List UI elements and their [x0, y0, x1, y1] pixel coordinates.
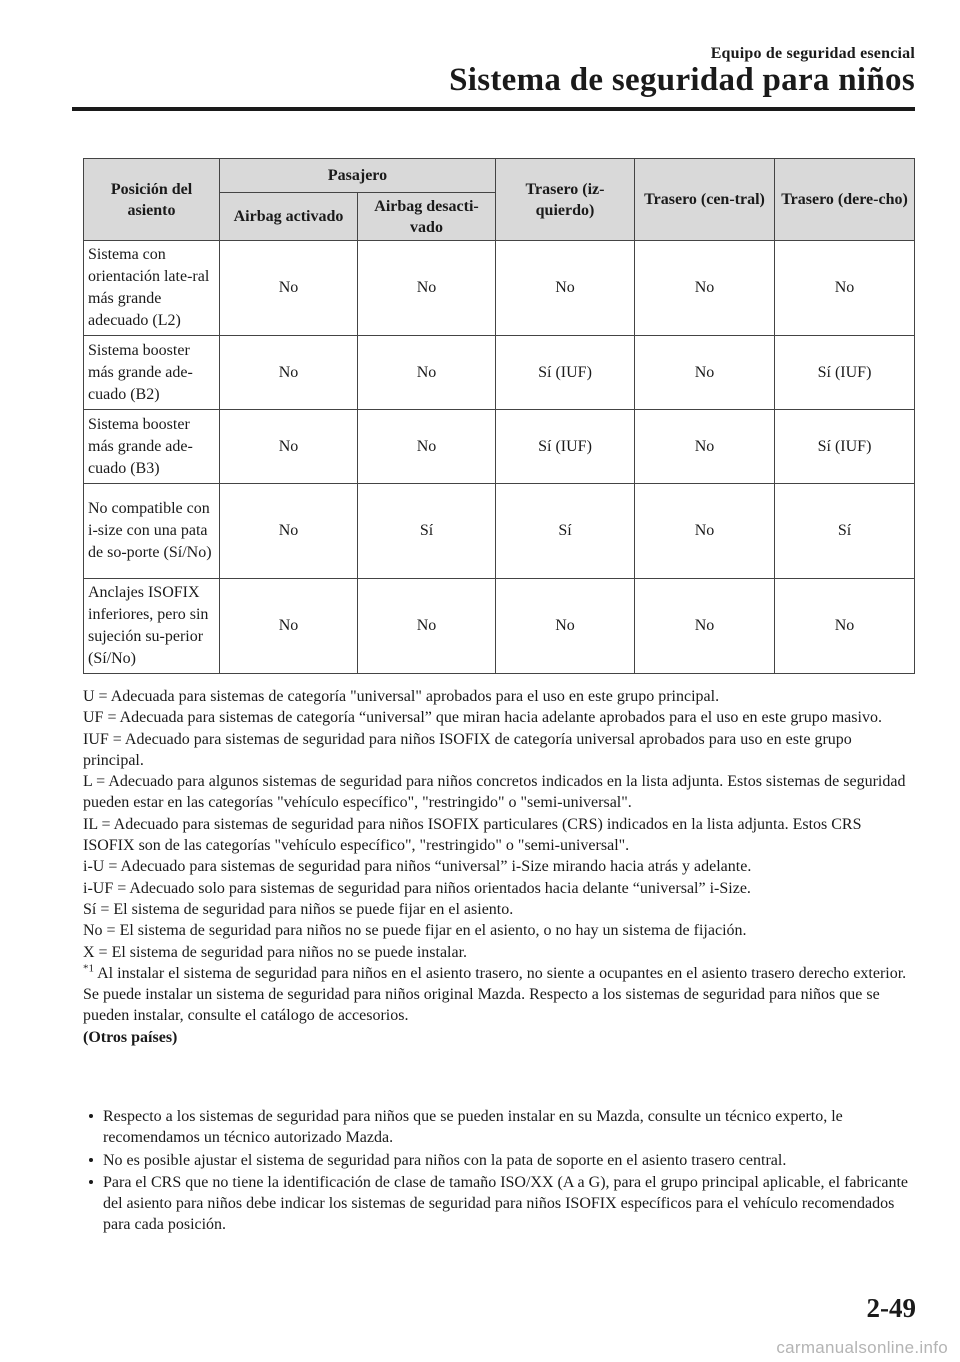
note-u: U = Adecuada para sistemas de categoría "universal" aprobados para el uso en este grupo principal.: [83, 688, 720, 705]
header-rear-center: Trasero (cen-tral): [635, 159, 775, 241]
bullet-list: [83, 1106, 915, 1237]
table-cell: Sí (IUF): [775, 410, 915, 484]
row-label: Sistema booster más grande ade-cuado (B2): [84, 336, 220, 410]
header-airbag-on: Airbag activado: [220, 193, 358, 241]
list-item-text: Para el CRS que no tiene la identificación de clase de tamaño ISO/XX (A a G), para el grupo principal aplicable, el fabricante del asiento para niños debe indicar los sistemas de seguridad para niños ISOFIX específicos para el vehículo recomendados para cada posición.: [103, 1173, 909, 1234]
row-label: No compatible con i-size con una pata de so-porte (Sí/No): [84, 484, 220, 579]
table-cell: No: [496, 579, 635, 674]
page-title: Sistema de seguridad para niños: [449, 62, 915, 98]
child-seat-table: [83, 158, 915, 674]
table-cell: Sí: [496, 484, 635, 579]
table-cell: No: [358, 579, 496, 674]
note-il: IL = Adecuado para sistemas de seguridad para niños ISOFIX particulares (CRS) indicados en la lista adjunta. Estos CRS ISOFIX son de las categorías "vehículo específico", "restringido" o "semi-universal".: [83, 815, 862, 855]
bullet-icon: [89, 1158, 93, 1162]
note-x: X = El sistema de seguridad para niños no se puede instalar.: [83, 943, 468, 961]
footnote-mark: *1: [83, 962, 94, 975]
table-cell: No: [220, 241, 358, 336]
legend-notes: [83, 686, 915, 1048]
table-cell: No: [220, 484, 358, 579]
footnote: [83, 963, 915, 984]
row-label: Sistema con orientación late-ral más grande adecuado (L2): [84, 241, 220, 336]
note-iuf: IUF = Adecuado para sistemas de seguridad para niños ISOFIX de categoría universal aprobados para uso en este grupo principal.: [83, 730, 852, 769]
table-cell: Sí: [358, 484, 496, 579]
table-cell: No: [496, 241, 635, 336]
list-item: [83, 1150, 915, 1171]
header-seat-position: Posición del asiento: [84, 159, 220, 241]
table-row: [84, 484, 915, 579]
table-cell: No: [775, 579, 915, 674]
list-item: [83, 1172, 915, 1236]
note-no: No = El sistema de seguridad para niños no se puede fijar en el asiento, o no hay un sistema de fijación.: [83, 922, 747, 940]
row-label: Anclajes ISOFIX inferiores, pero sin sujeción su-perior (Sí/No): [84, 579, 220, 674]
note-i-u: i-U = Adecuado para sistemas de seguridad para niños “universal” i-Size mirando hacia atrás y adelante.: [83, 858, 752, 876]
note-i-uf: i-UF = Adecuado solo para sistemas de seguridad para niños orientados hacia delante “universal” i-Size.: [83, 879, 751, 897]
table-cell: No: [635, 410, 775, 484]
header-divider: [72, 107, 915, 111]
page-number: 2-49: [866, 1293, 916, 1323]
header-airbag-off: Airbag desacti-vado: [358, 193, 496, 241]
table-cell: No: [220, 410, 358, 484]
table-cell: No: [635, 336, 775, 410]
note-uf: UF = Adecuada para sistemas de categoría “universal” que miran hacia adelante aprobados para el uso en este grupo masivo.: [83, 709, 882, 727]
watermark: carmanualsonline.info: [776, 1338, 948, 1357]
list-item: [83, 1106, 915, 1149]
header-passenger: Pasajero: [220, 159, 496, 193]
section-label: Equipo de seguridad esencial: [710, 45, 915, 62]
table-row: [84, 410, 915, 484]
table-cell: No: [358, 241, 496, 336]
footnote-text: Al instalar el sistema de seguridad para niños en el asiento trasero, no siente a ocupantes en el asiento trasero derecho exterior.: [94, 964, 907, 982]
row-label: Sistema booster más grande ade-cuado (B3): [84, 410, 220, 484]
table-cell: No: [220, 336, 358, 410]
table-cell: Sí: [775, 484, 915, 579]
table-cell: No: [220, 579, 358, 674]
table-cell: No: [775, 241, 915, 336]
table-cell: No: [635, 579, 775, 674]
note-mazda: Se puede instalar un sistema de seguridad para niños original Mazda. Respecto a los sistemas de seguridad para niños que se pueden instalar, consulte el catálogo de accesorios.: [83, 986, 880, 1025]
list-item-text: No es posible ajustar el sistema de seguridad para niños con la pata de soporte en el asiento trasero central.: [103, 1151, 787, 1169]
table-cell: No: [635, 484, 775, 579]
note-si: Sí = El sistema de seguridad para niños se puede fijar en el asiento.: [83, 900, 514, 918]
table-cell: No: [635, 241, 775, 336]
header-rear-right: Trasero (dere-cho): [775, 159, 915, 241]
table-cell: Sí (IUF): [496, 410, 635, 484]
table-cell: No: [358, 410, 496, 484]
note-l: L = Adecuado para algunos sistemas de seguridad para niños concretos indicados en la lista adjunta. Estos sistemas de seguridad pueden estar en las categorías "vehículo específico", "restringido" o "semi-universal".: [83, 773, 906, 812]
table-cell: No: [358, 336, 496, 410]
table-row: [84, 241, 915, 336]
list-item-text: Respecto a los sistemas de seguridad para niños que se pueden instalar en su Mazda, consulte un técnico experto, le recomendamos un técnico autorizado Mazda.: [103, 1108, 843, 1147]
table-cell: Sí (IUF): [496, 336, 635, 410]
bullet-icon: [89, 1114, 93, 1118]
table-row: [84, 336, 915, 410]
header-rear-left: Trasero (iz-quierdo): [496, 159, 635, 241]
bullet-icon: [89, 1180, 93, 1184]
table-row: [84, 579, 915, 674]
subheading-other-countries: (Otros países): [83, 1028, 178, 1046]
table-cell: Sí (IUF): [775, 336, 915, 410]
